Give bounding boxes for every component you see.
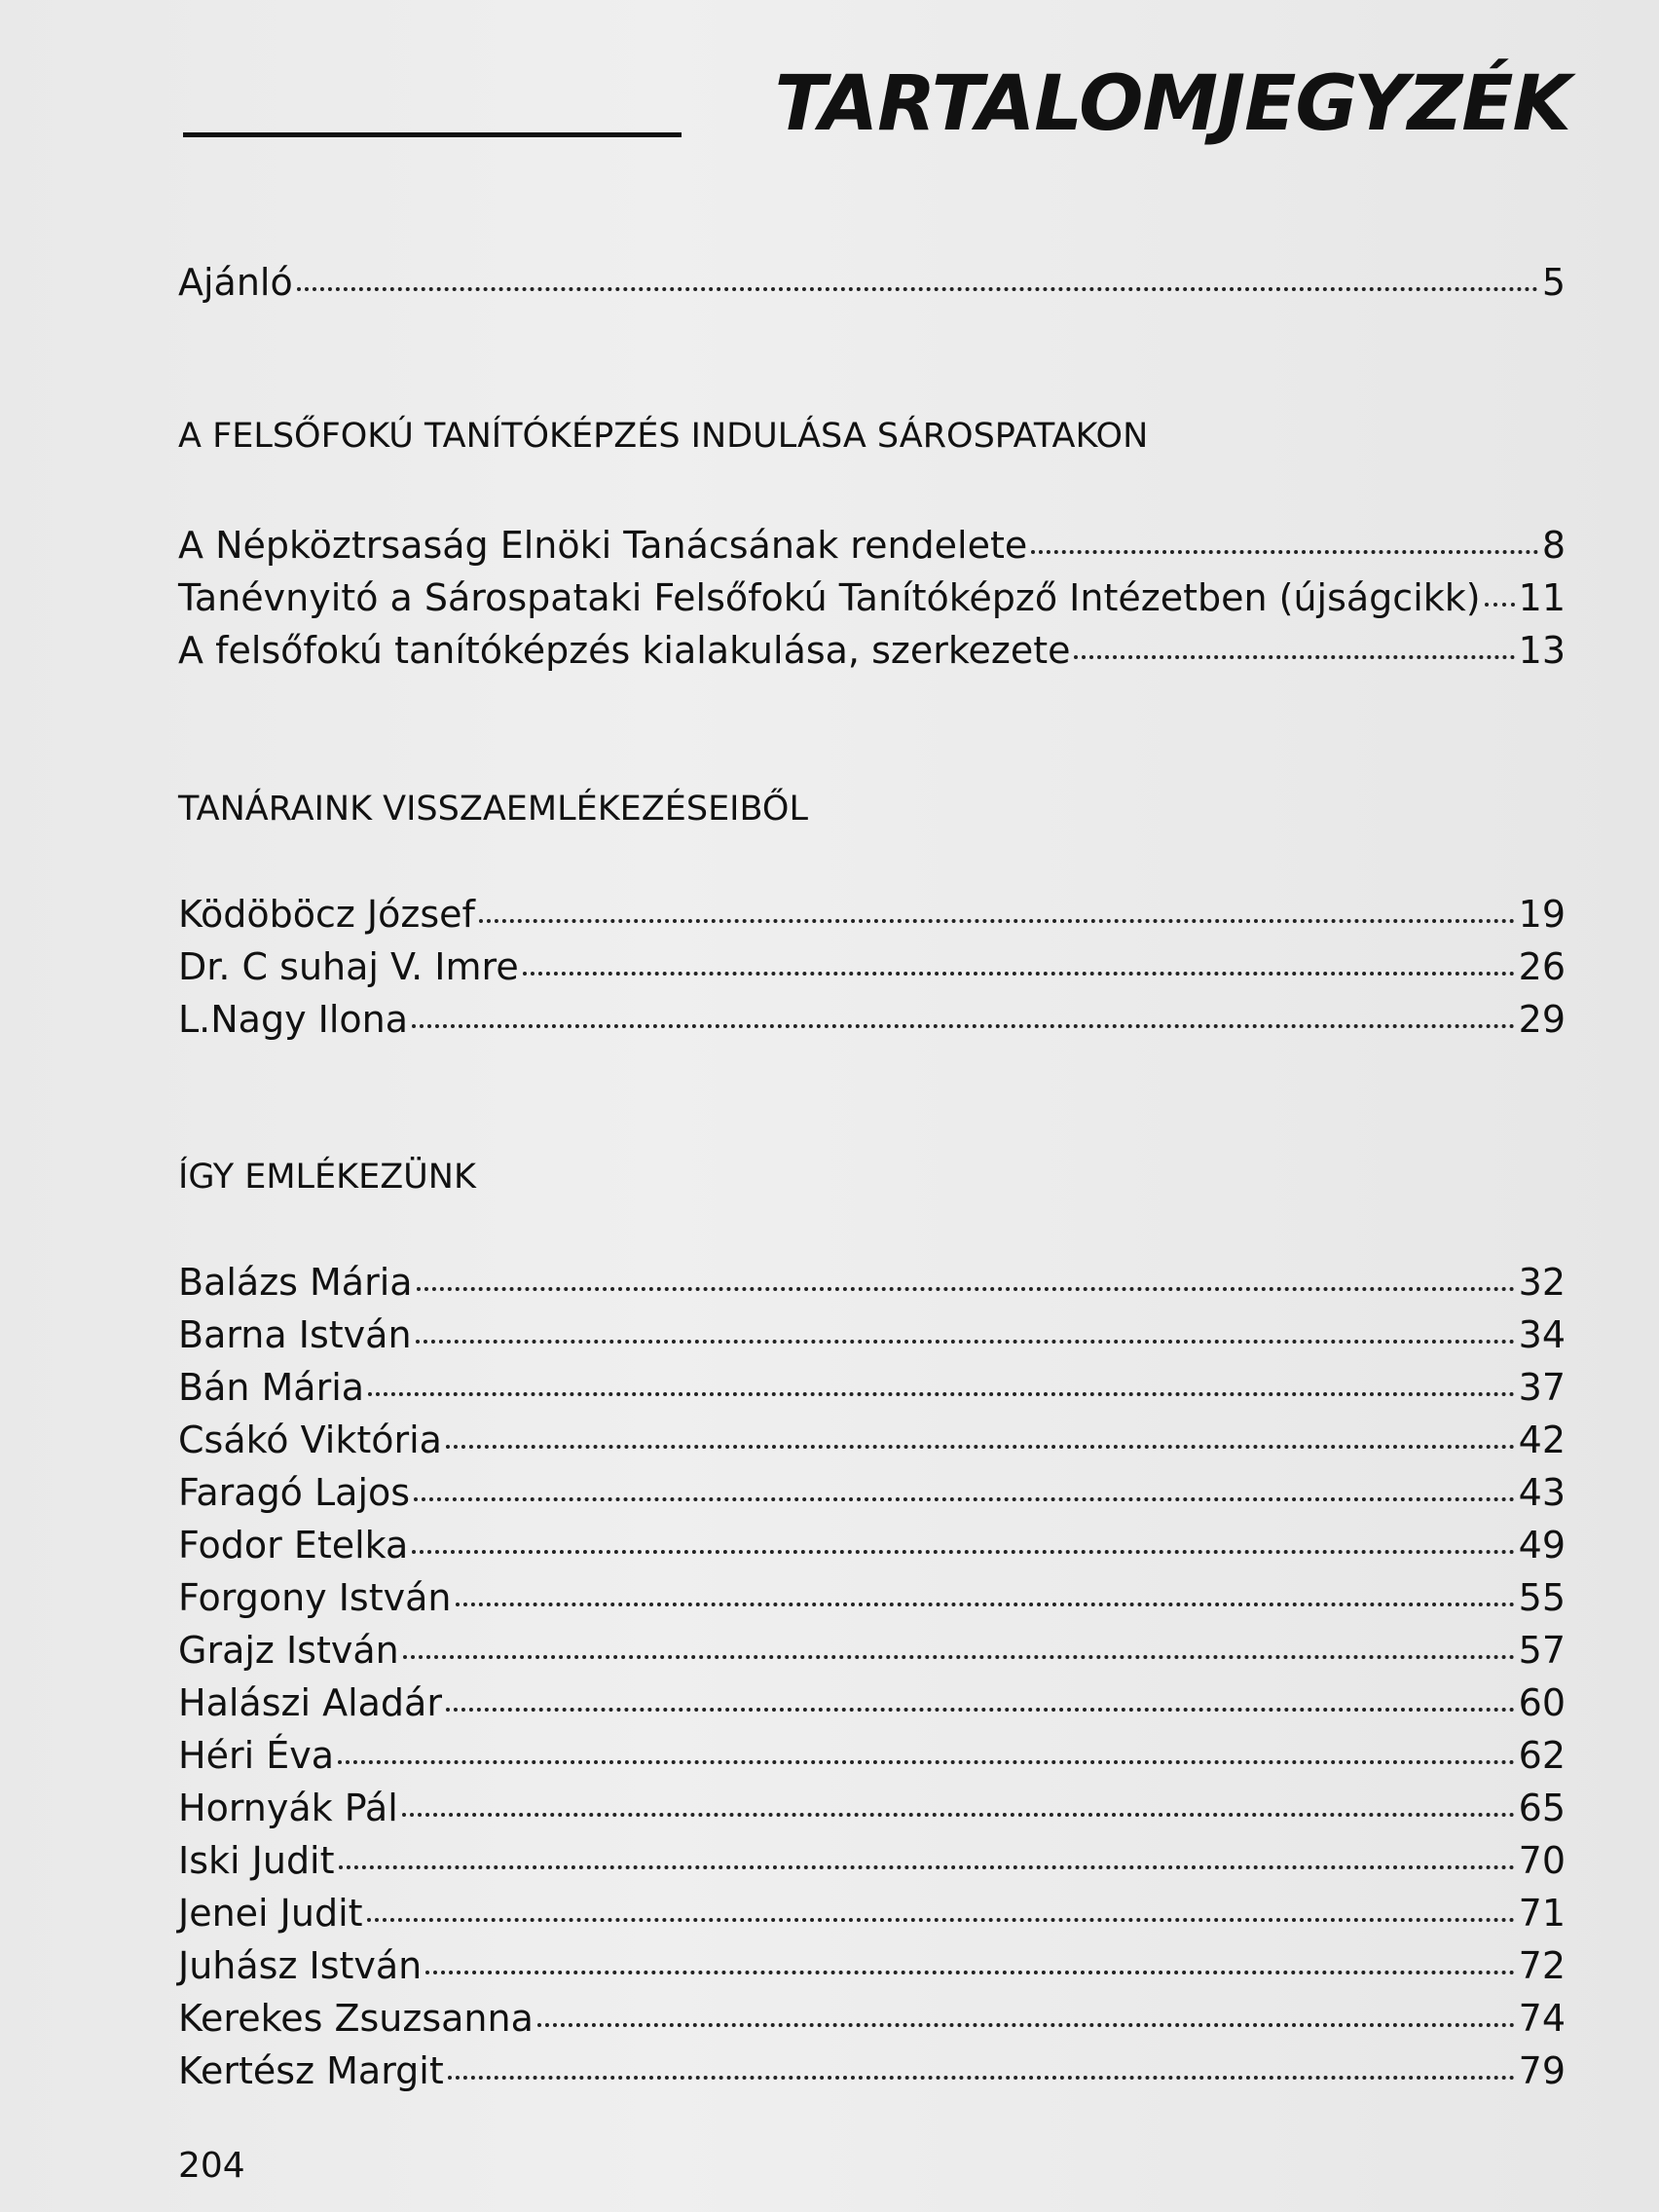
toc-section-1 xyxy=(178,519,1566,677)
toc-entry-label: Csákó Viktória xyxy=(178,1419,442,1461)
leader-dots xyxy=(1074,655,1514,659)
toc-entry-label: Kerekes Zsuzsanna xyxy=(178,1997,534,2040)
toc-entry xyxy=(178,1887,1566,1939)
toc-entry-label: Iski Judit xyxy=(178,1839,335,1882)
leader-dots xyxy=(338,1760,1515,1764)
toc-entry-label: Juhász István xyxy=(178,1944,423,1987)
toc-entry xyxy=(178,1782,1566,1834)
toc-entry-page: 34 xyxy=(1518,1313,1566,1356)
toc-entry-page: 65 xyxy=(1518,1787,1566,1829)
toc-entry xyxy=(178,1309,1566,1361)
toc-entry-page: 37 xyxy=(1518,1366,1566,1409)
toc-entry-label: Jenei Judit xyxy=(178,1892,363,1935)
toc-entry xyxy=(178,940,1566,993)
leader-dots xyxy=(403,1655,1515,1659)
toc-section-2 xyxy=(178,888,1566,1046)
toc-entry-label: Barna István xyxy=(178,1313,412,1356)
leader-dots xyxy=(367,1918,1515,1922)
toc-entry xyxy=(178,1256,1566,1309)
toc-entry-label: A Népköztrsaság Elnöki Tanácsának rendelete xyxy=(178,524,1028,567)
toc-entry xyxy=(178,519,1566,571)
leader-dots xyxy=(339,1865,1515,1869)
toc-entry-label: Bán Mária xyxy=(178,1366,365,1409)
toc-entry xyxy=(178,571,1566,624)
toc-entry xyxy=(178,1466,1566,1519)
leader-dots xyxy=(412,1024,1515,1028)
toc-entry-label: Hornyák Pál xyxy=(178,1787,398,1829)
toc-entry-page: 32 xyxy=(1518,1261,1566,1304)
toc-entry xyxy=(178,256,1566,309)
leader-dots xyxy=(456,1603,1515,1606)
toc-entry xyxy=(178,1519,1566,1571)
toc-entry xyxy=(178,1677,1566,1729)
page-header xyxy=(183,51,1570,158)
page-number: 204 xyxy=(178,2146,245,2186)
toc-entry xyxy=(178,888,1566,940)
toc-entry-label: Balázs Mária xyxy=(178,1261,413,1304)
toc-entry-page: 55 xyxy=(1518,1576,1566,1619)
leader-dots xyxy=(523,972,1515,976)
toc-entry xyxy=(178,993,1566,1046)
toc-entry-label: Dr. C suhaj V. Imre xyxy=(178,945,519,988)
toc-entry-label: L.Nagy Ilona xyxy=(178,998,409,1041)
toc-entry xyxy=(178,1992,1566,2045)
leader-dots xyxy=(446,1445,1515,1449)
section-heading: A FELSŐFOKÚ TANÍTÓKÉPZÉS INDULÁSA SÁROSPATAKON xyxy=(178,417,1149,456)
toc-entry xyxy=(178,1834,1566,1887)
toc-entry-label: Tanévnyitó a Sárospataki Felsőfokú Tanítóképző Intézetben (újságcikk) xyxy=(178,576,1481,619)
toc-entry-page: 72 xyxy=(1518,1944,1566,1987)
toc-entry-page: 19 xyxy=(1518,893,1566,936)
toc-entry-label: Grajz István xyxy=(178,1629,399,1672)
toc-entry-page: 57 xyxy=(1518,1629,1566,1672)
toc-entry xyxy=(178,624,1566,677)
leader-dots xyxy=(537,2023,1515,2027)
leader-dots xyxy=(417,1287,1515,1291)
toc-entry-label: Kertész Margit xyxy=(178,2049,444,2092)
toc-entry-page: 5 xyxy=(1541,261,1566,304)
toc-entry xyxy=(178,1361,1566,1414)
toc-entry-label: Ajánló xyxy=(178,261,293,304)
toc-entry-page: 42 xyxy=(1518,1419,1566,1461)
leader-dots xyxy=(368,1392,1515,1396)
toc-entry-label: Forgony István xyxy=(178,1576,452,1619)
toc-entry-page: 70 xyxy=(1518,1839,1566,1882)
toc-entry-label: Faragó Lajos xyxy=(178,1471,411,1514)
toc-entry-page: 8 xyxy=(1541,524,1566,567)
leader-dots xyxy=(402,1813,1515,1817)
toc-entry-page: 26 xyxy=(1518,945,1566,988)
leader-dots xyxy=(446,1708,1515,1712)
toc-entry-label: Fodor Etelka xyxy=(178,1524,409,1567)
toc-entry-page: 62 xyxy=(1518,1734,1566,1777)
toc-intro xyxy=(178,256,1566,309)
leader-dots xyxy=(479,919,1515,923)
toc-entry-page: 13 xyxy=(1518,629,1566,672)
header-rule xyxy=(183,132,682,137)
toc-entry-page: 43 xyxy=(1518,1471,1566,1514)
toc-section-3 xyxy=(178,1256,1566,2097)
leader-dots xyxy=(1485,603,1515,607)
toc-entry-page: 71 xyxy=(1518,1892,1566,1935)
toc-entry xyxy=(178,1939,1566,1992)
toc-entry-page: 79 xyxy=(1518,2049,1566,2092)
toc-entry-label: Héri Éva xyxy=(178,1734,334,1777)
leader-dots xyxy=(414,1497,1515,1501)
toc-entry xyxy=(178,2045,1566,2097)
toc-entry xyxy=(178,1414,1566,1466)
toc-entry xyxy=(178,1624,1566,1677)
toc-entry-label: Ködöböcz József xyxy=(178,893,475,936)
toc-entry-page: 49 xyxy=(1518,1524,1566,1567)
toc-entry-page: 60 xyxy=(1518,1681,1566,1724)
leader-dots xyxy=(425,1971,1514,1974)
section-heading: TANÁRAINK VISSZAEMLÉKEZÉSEIBŐL xyxy=(178,790,808,829)
toc-entry-label: A felsőfokú tanítóképzés kialakulása, szerkezete xyxy=(178,629,1071,672)
section-heading: ÍGY EMLÉKEZÜNK xyxy=(178,1158,476,1197)
leader-dots xyxy=(1031,550,1538,554)
leader-dots xyxy=(416,1340,1515,1344)
toc-entry-page: 29 xyxy=(1518,998,1566,1041)
leader-dots xyxy=(448,2076,1515,2080)
toc-entry xyxy=(178,1571,1566,1624)
leader-dots xyxy=(412,1550,1514,1554)
leader-dots xyxy=(297,287,1538,291)
toc-entry-page: 11 xyxy=(1518,576,1566,619)
page-title: TARTALOMJEGYZÉK xyxy=(774,60,1570,148)
toc-entry-label: Halászi Aladár xyxy=(178,1681,442,1724)
toc-entry-page: 74 xyxy=(1518,1997,1566,2040)
toc-entry xyxy=(178,1729,1566,1782)
